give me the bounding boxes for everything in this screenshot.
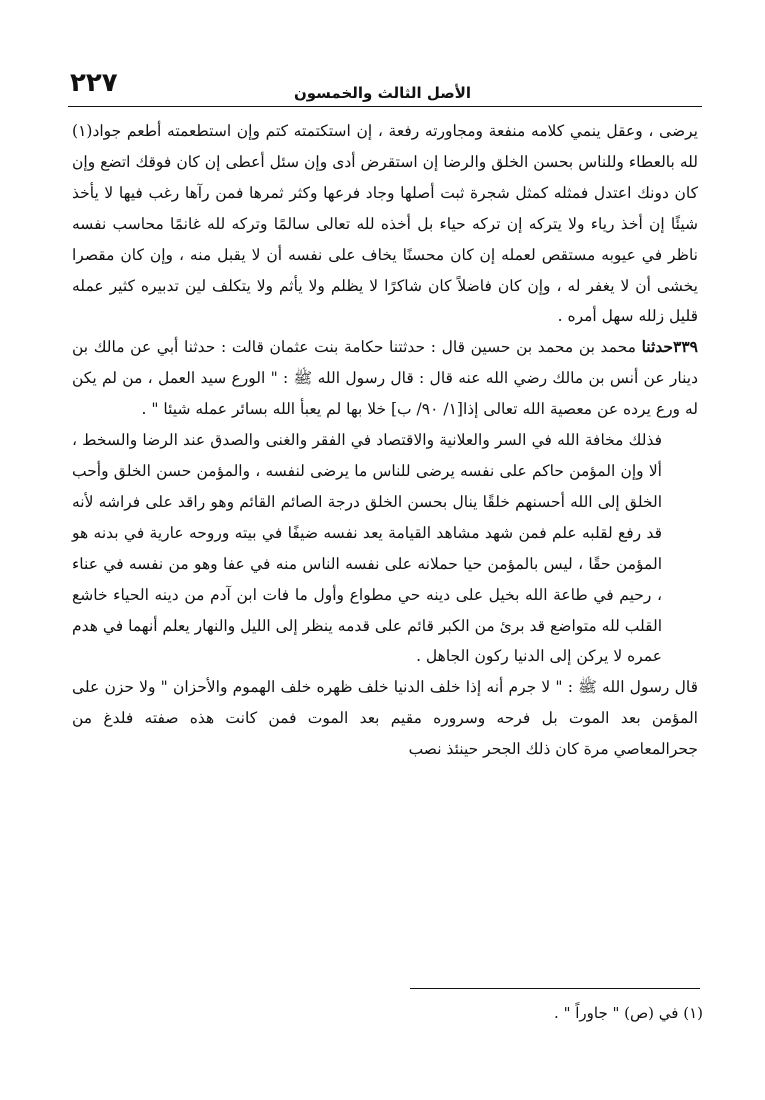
header-rule — [68, 106, 702, 107]
hadith-lead: حدثنا — [641, 337, 674, 357]
paragraph-1: يرضى ، وعقل ينمي كلامه منفعة ومجاورته رفعة ، إن استكتمته كتم وإن استطعمته أطعم جواد(١) لله بالعطاء وللناس بحسن الخلق والرضا إن استقرض أدى وإن سئل أعطى إن كان فوقك اتضع وإن كان دونك اعتدل فمثله كمثل شجرة ثبت أصلها وجاد فرعها وكثر ثمرها فمن رآها رغب فيها لا يأخذ شيئًا إن أخذ رياء ولا يتركه إن تركه حياء بل أخذه لله تعالى سالمًا وتركه لله غانمًا محاسب نفسه ناظر في عيوبه مستقص لعمله إن كان محسنًا يخاف على نفسه أن لا يقبل منه ، وإن كان مقصرا يخشى أن لا يغفر له ، وإن كان فاضلاً كان شاكرًا لا يظلم ولا يأثم ولا يتكلف لين تدبيره كثير عمله قليل زلله سهل أمره . — [72, 122, 698, 326]
footnote: (١) في (ص) " جاوراً " . — [554, 1004, 703, 1022]
hadith-number: ٣٣٩ — [673, 337, 698, 357]
hadith-paragraph — [72, 332, 698, 425]
hadith-text: محمد بن محمد بن حسين قال : حدثتنا حكامة بنت عثمان قالت : حدثنا أبي عن مالك بن دينار عن أنس بن مالك رضي الله عنه قال : قال رسول الله ﷺ : " الورع سيد العمل ، من لم يكن له ورع يرده عن معصية الله تعالى إذا[١/ ٩٠/ ب] خلا بها لم يعبأ الله بسائر عمله شيئا " . — [72, 338, 698, 419]
running-title: الأصل الثالث والخمسون — [293, 84, 472, 102]
paragraph-3: قال رسول الله ﷺ : " لا جرم أنه إذا خلف الدنيا خلف ظهره خلف الهموم والأحزان " ولا حزن على المؤمن بعد الموت بل فرحه وسروره مقيم بعد الموت فمن كانت هذه صفته فلدغ من جحرالمعاصي مرة كان ذلك الجحر حينئذ نصب — [72, 678, 698, 759]
footnote-rule — [410, 988, 700, 989]
main-text — [72, 116, 698, 765]
page-number: ٢٢٧ — [70, 68, 118, 98]
paragraph-2: فذلك مخافة الله في السر والعلانية والاقتصاد في الفقر والغنى والصدق عند الرضا والسخط ، ألا وإن المؤمن حاكم على نفسه يرضى للناس ما يرضى لنفسه ، والمؤمن حسن الخلق وأحب الخلق إلى الله أحسنهم خلقًا ينال بحسن الخلق درجة الصائم القائم وهو راقد على فراشه لأنه قد رفع لقلبه علم فمن شهد مشاهد القيامة يعد نفسه ضيفًا في بيته وروحه عارية في بدنه هو المؤمن حقًا ، ليس بالمؤمن حيا حملانه على نفسه الناس منه في عفا وهو من نفسه في عناء ، رحيم في طاعة الله بخيل على دينه حي مطواع وأول ما فات ابن آدم من دينه الحياء خاشع القلب لله متواضع قد برئ من الكبر قائم على قدمه ينظر إلى الليل والنهار يعلم أنهما في هدم عمره لا يركن إلى الدنيا ركون الجاهل . — [72, 431, 662, 666]
